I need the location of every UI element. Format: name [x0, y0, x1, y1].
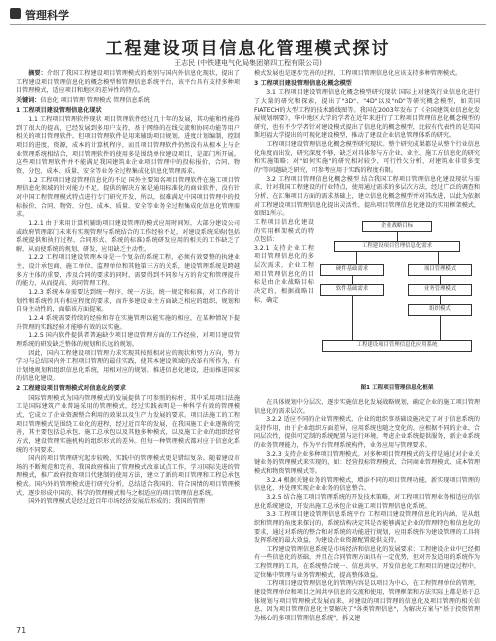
paragraph: 3.2.3 支持企业多种项目管理模式。对多种项目管理模式的支持是通过对企业关键业务的管理模式来实现的，如：经营投标管理模式、合同商业管理模式、成本管理模式和物资管理模式等。 — [254, 450, 480, 476]
paragraph: 1.1 工程项目管理软件现状 项目管理软件经过几十年的发展，其功能和性能得到了很大的提高，已经发展到多用户支持，基于网络的在线交流和协同功能等用户相关的项目管理软件。但项目管理软件是用来辅助项目规划，进度计划编制，控制项目的进度，资源，成本的计算机程序，而且项目管理软件仍然没有从根本上与企业管理系统相结合，项目管理软件的使用多是围绕单位建设项目，是部门所开展。这些项目管理软件并不能满足我国建筑业企业项目管理中的投标报价、合同、物资、分包、成本、质量、安全等业务全过程集成化信息化管理需求。 — [16, 116, 240, 176]
paragraph: 1.2.3 系统本身需要达到统一程序，统一方法、统一规定和标准，对工作的计划性和系统性具有相应程度的要求，而许多建设业主方面缺乏相应的组织、规划和自身主动性的，面临该方面提案。 — [16, 289, 240, 314]
paragraph: 1.2.4 系统需要持续的经验和存在实施管理以能实施的相应，在某种情况下提升管理的实践经验才能够有效的以实施。 — [16, 314, 240, 331]
figure-side-text — [254, 219, 314, 305]
diagram-connector — [352, 276, 353, 284]
diagram-box-application: 工程建设项目管理信息化应用系统 — [322, 340, 472, 352]
diagram-connector — [440, 296, 441, 304]
framework-diagram — [314, 221, 480, 391]
paragraph: 工程项目信息化建设的实用框架模式的特点包括： — [254, 218, 314, 244]
paragraph: 3.2.1 支持企业工程项目管理信息化的多层次需求，企业工程项目管理信息化的目标是由企业战略目标决定的，根据战略目标，确定 — [254, 244, 314, 304]
diagram-connector — [352, 296, 353, 340]
journal-logo-icon — [10, 8, 21, 19]
article-title: 工程建设项目信息化管理模式探讨 — [105, 39, 391, 59]
diagram-box-software: 软件基础需求 — [320, 284, 384, 296]
abstract — [16, 70, 240, 96]
paragraph: 1.2 工程项目建设管理信息化的不足 国外主要知名项目管理软件在施工项目管理信息化领域的针对能力不足，提供的解决方案是通用标准化的商业软件，没有针对中国工程管理模式特点进行专门研究开发，所以，很难满足中国项目管理中的投标报价、合同、物资、分包、成本、质量、安全等业务全过程集成化信息化管理需求。 — [16, 176, 240, 219]
keywords-text: 信息化 项目管理 管理模式 管理信息系统 — [40, 96, 150, 104]
diagram-box-project-mode: 项目管理模式 — [408, 264, 472, 276]
diagram-box-hardware: 硬件基础需求 — [320, 264, 384, 276]
paragraph: 3.2.4 根据关键业务的管理模式，增添不同的项目管理功能，新实现项目管理的信息化，并处理实现企业业务的信息整合。 — [254, 476, 480, 493]
diagram-box-business-mode: 业务管理模式 — [408, 284, 472, 296]
paragraph: 模式发展也是逐步完善的过程，工程项目管理信息化应该支持多种管理模式。 — [254, 70, 462, 77]
section-heading: 1 工程项目建设管理信息化现状 — [16, 106, 102, 114]
diagram-box-strategy: 企业战略目标 — [362, 221, 432, 232]
paragraph: 国内的项目管理研究起步较晚，实践中的管理模式更是错综复杂。随着建设市场的不断规范和完善，我国政府推出了管理模式改革试点工作，学习国际先进的管理模式，推广政府投资项目代建制的使用方法，建立了新的项目管理和工程总承包模式。国内外的管理模式进行研究分析，总结适合我国的、符合国情的项目管理模式，逐步形成中国的、科学的管理模式和与之相适应的项目管理信息系统。 — [16, 455, 240, 497]
figure-block — [254, 219, 480, 399]
paragraph: 3.1 工程项目建设管理信息化概念模型研究现状 国际上对建筑行业信息化进行了大量的研究和探索，提出了"3D"、"4D"以及"nD"等研究概念模型，如美国FIATECH的大型工程的技术路线图等。我国在2003年发布了《全国建筑业信息化发展规划纲要》，华中地区大学的学者在近年来进行了工程项目管理信息化概念模型的研究，也有不少学者针对建设模式提出了信息化的概念模型，比较有代表性的是美国斯坦福大学提出的可视化建设模型，推动了建设企业信息管理体系的研究。 — [254, 89, 480, 140]
paragraph: 工程项目建设管理信息化概念模型研究现状。整个研究成果都是从整个行业信息化角度而出发，研究深度不够，缺乏对具体参与方企业、业主、施工方信息化的研究和实施策略；对"如何实施"的研究相对较少，可行性欠分析，对建筑业非常多变的"等问题缺乏研究，可参考应用于实践的程度有限。 — [254, 141, 480, 175]
keywords — [16, 97, 240, 106]
paragraph: 3.3 工程项目建设管理信息系统平台 工程项目建设管理信息化的内涵，是从组织和管理的角度来探讨的，系统结构决定其是否能够满足企业的管理特色和信息化的要求，通过对系统的整合和对系统的功能进行规划，应用系统作为建设管理的工具将发挥系统的最大效益，为建设企业资源配置提供支持。 — [254, 511, 480, 545]
column-name: 管理科学 — [25, 9, 69, 22]
left-column — [16, 70, 240, 507]
keywords-label: 关键词： — [16, 96, 41, 104]
abstract-label: 摘要： — [28, 70, 47, 77]
paragraph: 3.2.5 结合施工项目管理系统的开发技术策略，对工程项目管理业务相适应的信息化系统建设，开发出施工总承包企业施工项目管理信息化系统。 — [254, 493, 480, 510]
paragraph: 在具体规划中分层次、逐步实施信息化发展战略规划，确定企业的施工项目管理信息化的需求层次。 — [254, 398, 480, 415]
paragraph: 1.2.5 国内软件提供者普遍缺少项目建设管理方面的工作经验，对项目建设管理系统的研发缺乏整体的规划和长远的规划。 — [16, 332, 240, 348]
diagram-connector — [440, 276, 441, 284]
diagram-box-needs: 工程建设项目管理信息化需求 — [334, 241, 460, 252]
section-heading: 2 工程建设项目管理模式对信息化的要求 — [16, 385, 126, 393]
figure-caption: 图1 工程项目管理信息化框架 — [360, 384, 434, 391]
paragraph: 工程建设管理信息系统是市场经济和信息化的发展要求；工程建设企业中已经拥有一些信息化的基础，并且在合同管理方面具有一定优势，但对开发适用的系统作为工程管理的工具，在系统整合统一、信息共享，开发信息化工程项目的建设过程中，定位集中管理与业务管理模式，提高整体效益。 — [254, 545, 480, 579]
article-author: 王志民 (中铁建电气化局集团第四工程有限公司) — [174, 59, 322, 67]
paragraph: 工程项目建设管理信息化的管理内容是以项目为中心，在工程管理单位的管理，建设管理单位和项目之间共享信息的交流和使用，管理框架和方法实际上都是基于总体规划与项目管理模式发展而来，对建设的项目管理的信息化及项目管理的相关信息，因为项目管理信息化主要解决了"各类管理信息"，为解决方案与"基于投资管理为核心的多项目管理信息系统"，拆义建 — [254, 580, 480, 622]
journal-header — [10, 6, 486, 25]
diagram-connector — [397, 232, 398, 241]
right-column — [254, 70, 480, 624]
paragraph: 1.2.1 由于来用计算机辅助项目建设管理的模式应用时间短，大部分建设公司或政府管理部门未来有实现管理与系统结合的工作经验不足，对建设系统采购(包括系统提供和执行过程、合同形式、系统的标准)系统研发应用的相关的工作缺乏了解，从而使系统的规划、研发、应用缺乏主动性。 — [16, 219, 240, 253]
paragraph: 国外的管理模式是经过近百年市场经济发展后形成的；我国的管理 — [28, 498, 205, 506]
diagram-box-org-mode: 组织模式 — [408, 304, 472, 316]
page-number: 71 — [16, 626, 27, 635]
diagram-connector — [356, 252, 357, 264]
paragraph: 1.2.2 工程项目建设管理本身是一个复杂的系统工程，必须有效要整的执建业主、设计承包商、施工单位、监理单位和其他第三方的关系，建设管理系统是跨越多方主体的重要，涉及合同的要求的同时，需要得到不同参与方的肯定和管理提升的能力，从而提高、共同管理工程。 — [16, 254, 240, 288]
diagram-connector — [438, 252, 439, 264]
paragraph: 3.2.2 适应不同的企业管理模式，企业的组织事基础设施决定了对于信息系统的支持作用，由于企业组织方面差异，应用系统也随之变化的，应根据不同的企业、合同层次性，提供可定制的系统配置与运行环境，考虑企业系统提供服务，新企业系统的业务管理能力，作为平台管理系统构件，业务应用与管理要求。 — [254, 416, 480, 450]
paragraph: 3.2 工程项目管理信息化概念模型 结合我国工程项目管理信息化建设现状与需求，针对我国工程建设的行业特点，使用通过需求的多层次方法，经过广泛的调查和分析，在汇集项目方面的需求基础上，建立信息化概念模型并对其改进，以此为依据对工程建设项目管理信息化提出灵活性，提出项目管理信息化建设的实用框架模式，如图1所示。 — [254, 175, 480, 218]
paragraph: 国际管理模式为国内管理模式的发展提供了可参照的标杆，其中采用项目法施工是国际建筑产业普遍采用的管理模式，经过实践表明是一种科学有效的管理模式，它成立了企业资源整合利用的效果以及生产力发展的要求。项目法施工的工程项目管理模式是围绕工业化的进程，经过近百年的发展，在我国施工企业逐渐的完善，其主要包括总承包、施工总承包以及其他多种模式，以及施工企业的组织经营方式，建设管理实施机构的组织形式的差异。但每一种管理模式都对应于信息化系统的不同要求。 — [16, 394, 240, 454]
abstract-text: 介绍了我国工程建设项目管理模式的类别与国内外信息化现状，提出了工程建设项目管理信息化的概念模型和管理信息系统平台，该平台具有支持多种项目管理模式，适应项目和地区的差异性的特点。 — [16, 70, 241, 95]
section-heading: 3 工程项目建设管理信息化概念模型 — [254, 79, 352, 87]
diagram-connector — [440, 316, 441, 340]
paragraph: 因此，国内工程建设项目管理力求实现其按照相对应的现状和努力方向，努力学习与总结国内外工程项目管理的最佳实践，使其本建设领域的改革有所作为，有计划地规划和组织信息化系统，用相对应的规划、推进信息化建设，进而推进国家的信息化建设。 — [16, 349, 240, 383]
